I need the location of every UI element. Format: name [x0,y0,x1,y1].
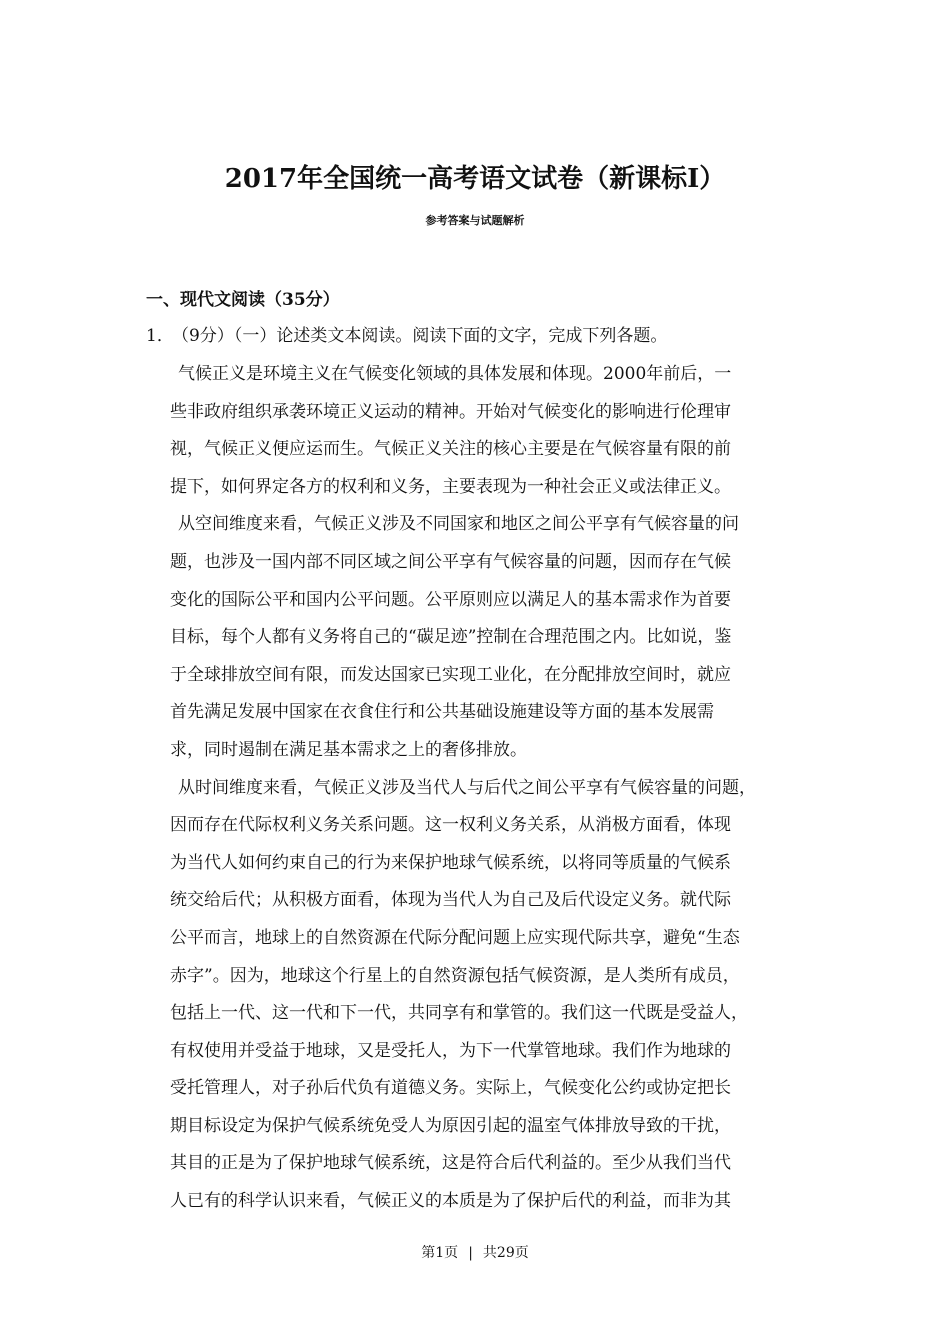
passage-line: 首先满足发展中国家在衣食住行和公共基础设施建设等方面的基本发展需 [170,702,714,723]
passage-line: 公平而言，地球上的自然资源在代际分配问题上应实现代际共享，避免“生态 [170,927,740,948]
passage-line: 人已有的科学认识来看，气候正义的本质是为了保护后代的利益，而非为其 [170,1191,731,1212]
passage-line: 其目的正是为了保护地球气候系统，这是符合后代利益的。至少从我们当代 [170,1153,731,1174]
question-number: 1． [146,326,174,346]
passage-line: 为当代人如何约束自己的行为来保护地球气候系统，以将同等质量的气候系 [170,852,731,873]
page-total: 共29页 [482,1245,529,1261]
section-heading: 一、现代文阅读（35分） [146,290,340,310]
passage-line: 变化的国际公平和国内公平问题。公平原则应以满足人的基本需求作为首要 [170,589,731,610]
question-text: （9分）（一）论述类文本阅读。阅读下面的文字，完成下列各题。 [172,326,668,346]
question-prompt [146,321,667,346]
passage-line: 气候正义是环境主义在气候变化领域的具体发展和体现。2000年前后，一 [178,364,732,384]
passage-line: 于全球排放空间有限，而发达国家已实现工业化，在分配排放空间时，就应 [170,664,731,685]
passage-line: 受托管理人，对子孙后代负有道德义务。实际上，气候变化公约或协定把长 [170,1078,731,1099]
document-title: 2017年全国统一高考语文试卷（新课标I） [224,164,726,194]
footer-separator: | [468,1245,473,1261]
passage-line: 有权使用并受益于地球，又是受托人，为下一代掌管地球。我们作为地球的 [170,1040,731,1061]
passage-line: 赤字”。因为，地球这个行星上的自然资源包括气候资源，是人类所有成员， [170,965,740,986]
reading-passage [170,356,810,1221]
passage-line: 目标，每个人都有义务将自己的“碳足迹”控制在合理范围之内。比如说，鉴 [170,627,732,648]
passage-line: 求，同时遏制在满足基本需求之上的奢侈排放。 [170,739,527,760]
passage-line: 题，也涉及一国内部不同区域之间公平享有气候容量的问题，因而存在气候 [170,551,731,572]
passage-line: 从时间维度来看，气候正义涉及当代人与后代之间公平享有气候容量的问题， [178,777,756,798]
document-subtitle: 参考答案与试题解析 [425,214,525,227]
page-number: 第1页 [421,1245,459,1261]
passage-line: 期目标设定为保护气候系统免受人为原因引起的温室气体排放导致的干扰， [170,1115,731,1136]
passage-line: 些非政府组织承袭环境正义运动的精神。开始对气候变化的影响进行伦理审 [170,401,731,422]
passage-line: 提下，如何界定各方的权利和义务，主要表现为一种社会正义或法律正义。 [170,476,731,497]
passage-line: 视，气候正义便应运而生。气候正义关注的核心主要是在气候容量有限的前 [170,439,731,460]
page-footer [0,1242,950,1262]
passage-line: 从空间维度来看，气候正义涉及不同国家和地区之间公平享有气候容量的问 [178,514,739,535]
passage-line: 统交给后代；从积极方面看，体现为当代人为自己及后代设定义务。就代际 [170,890,731,911]
passage-line: 包括上一代、这一代和下一代，共同享有和掌管的。我们这一代既是受益人， [170,1003,748,1024]
passage-line: 因而存在代际权利义务关系问题。这一权利义务关系，从消极方面看，体现 [170,815,731,836]
